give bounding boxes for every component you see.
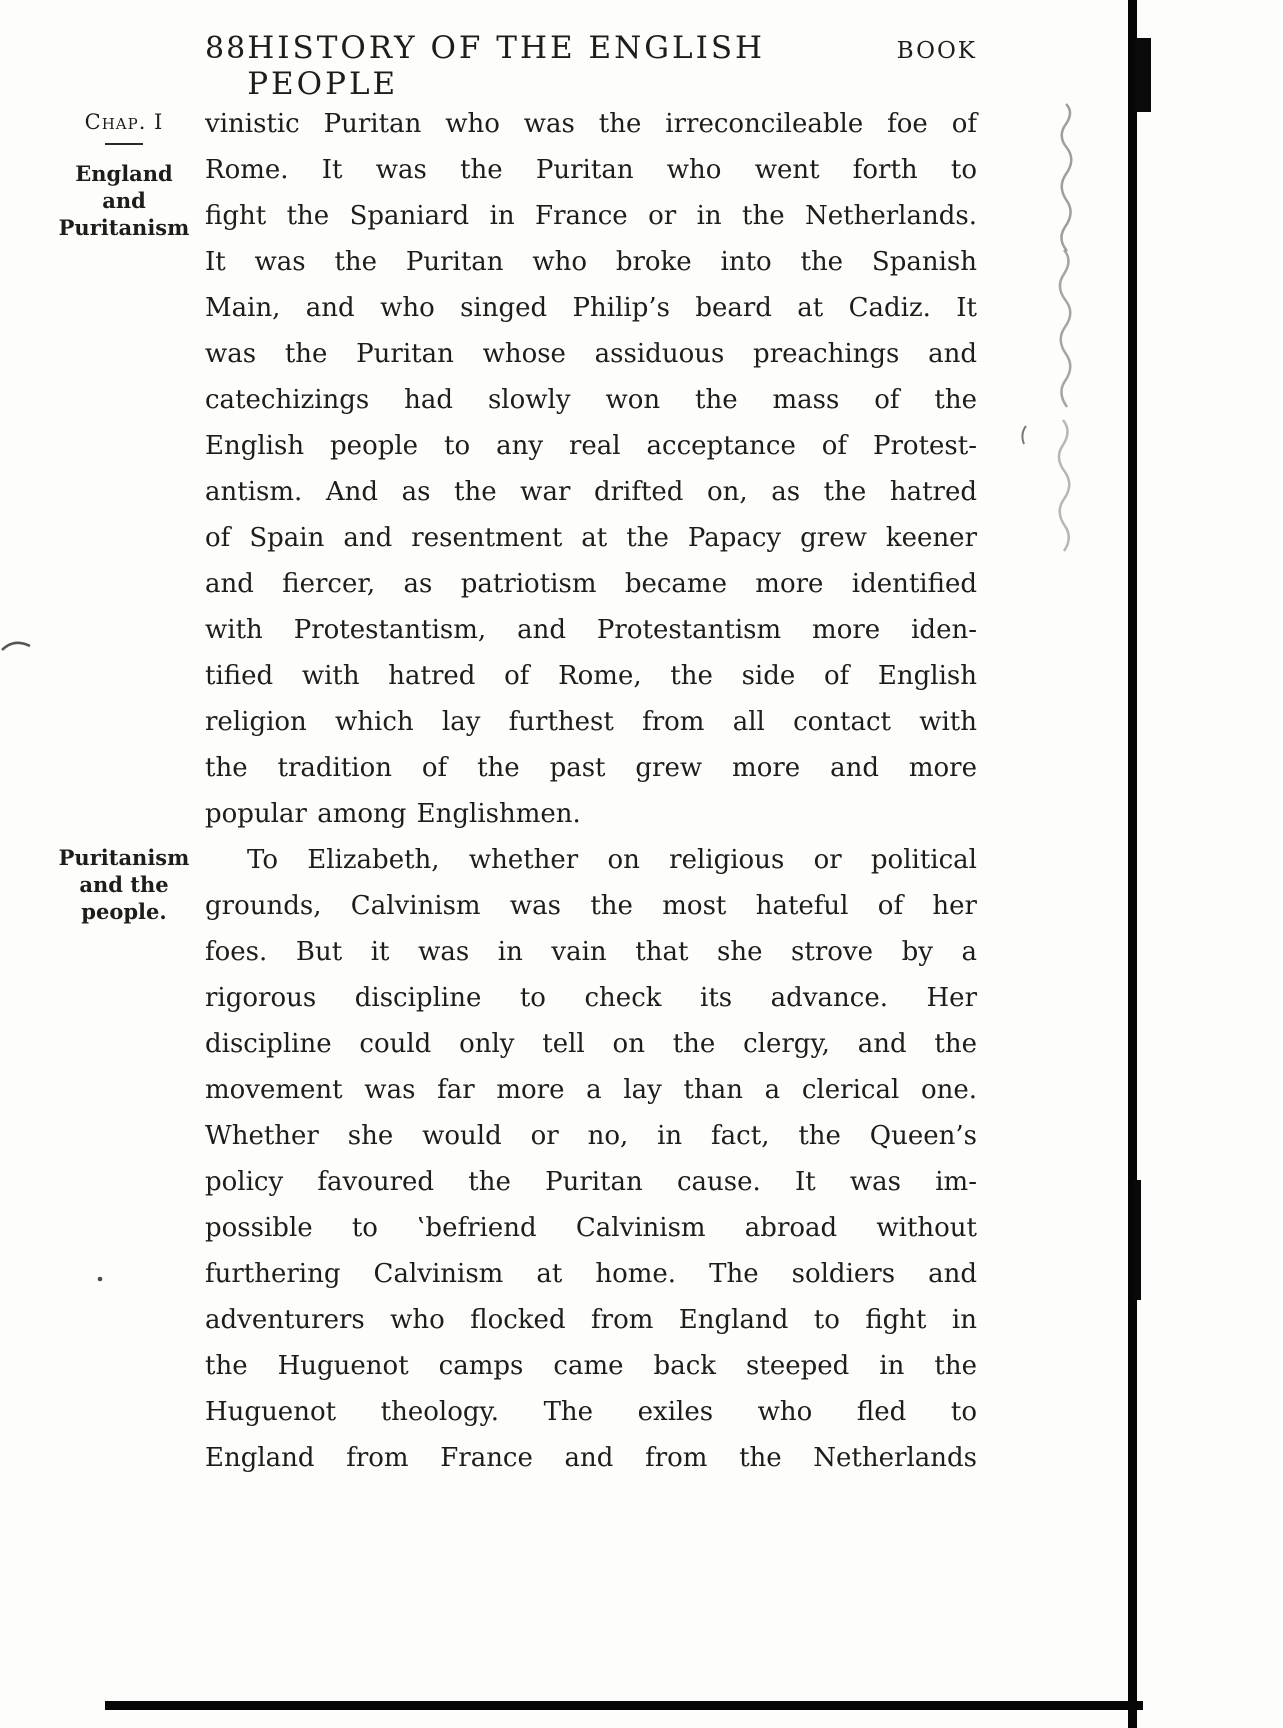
pencil-squiggle-artifact bbox=[1060, 250, 1070, 407]
text-line: movement was far more a lay than a clerical one. bbox=[205, 1075, 977, 1105]
text-line: with Protestantism, and Protestantism more iden- bbox=[205, 615, 977, 645]
binding-blob-artifact bbox=[1134, 1180, 1141, 1300]
text-line: Whether she would or no, in fact, the Queen’s bbox=[205, 1121, 977, 1151]
text-line: the tradition of the past grew more and more bbox=[205, 753, 977, 783]
text-line: popular among Englishmen. bbox=[205, 799, 581, 829]
book-label: BOOK bbox=[896, 38, 977, 64]
text-line: grounds, Calvinism was the most hateful of her bbox=[205, 891, 977, 921]
margin-note-chapter bbox=[48, 110, 200, 145]
margin-note-line: people. bbox=[81, 899, 167, 924]
running-head bbox=[205, 30, 977, 102]
running-title: HISTORY OF THE ENGLISH PEOPLE bbox=[247, 30, 766, 102]
text-line: religion which lay furthest from all contact with bbox=[205, 707, 977, 737]
text-line: of Spain and resentment at the Papacy grew keener bbox=[205, 523, 977, 553]
text-line: the Huguenot camps came back steeped in the bbox=[205, 1351, 977, 1381]
text-line: Huguenot theology. The exiles who fled to bbox=[205, 1397, 977, 1427]
paragraph-2 bbox=[205, 837, 977, 1481]
text-line: vinistic Puritan who was the irreconcileable foe of bbox=[205, 109, 977, 139]
margin-note-line: England bbox=[75, 161, 173, 186]
body-text bbox=[205, 101, 977, 1481]
text-line: English people to any real acceptance of Protest- bbox=[205, 431, 977, 461]
margin-note-puritanism-and-people bbox=[48, 844, 200, 925]
margin-note-england-and-puritanism bbox=[48, 160, 200, 241]
pencil-squiggle-artifact bbox=[1059, 420, 1069, 551]
text-line: antism. And as the war drifted on, as the hatred bbox=[205, 477, 977, 507]
stray-dot-artifact bbox=[98, 1277, 103, 1282]
binding-bar-artifact bbox=[1128, 0, 1137, 1728]
chapter-rule bbox=[105, 143, 143, 145]
paragraph-1 bbox=[205, 101, 977, 837]
text-line: Rome. It was the Puritan who went forth to bbox=[205, 155, 977, 185]
stray-mark-artifact bbox=[2, 643, 30, 650]
binding-blob-artifact bbox=[1135, 38, 1151, 112]
margin-note-line: Puritanism bbox=[58, 845, 190, 870]
stray-mark-artifact bbox=[1022, 426, 1026, 444]
text-line: and fiercer, as patriotism became more identified bbox=[205, 569, 977, 599]
text-line: England from France and from the Netherlands bbox=[205, 1443, 977, 1473]
margin-note-line: Puritanism bbox=[58, 215, 190, 240]
pencil-squiggle-artifact bbox=[1061, 104, 1071, 251]
bottom-edge-artifact bbox=[105, 1701, 1143, 1710]
text-line: possible to ‛befriend Calvinism abroad without bbox=[205, 1213, 977, 1243]
text-line: discipline could only tell on the clergy, and the bbox=[205, 1029, 977, 1059]
text-line: policy favoured the Puritan cause. It was im- bbox=[205, 1167, 977, 1197]
text-line: catechizings had slowly won the mass of the bbox=[205, 385, 977, 415]
chapter-label: Chap. I bbox=[84, 110, 164, 134]
margin-note-line: and bbox=[102, 188, 146, 213]
text-line: To Elizabeth, whether on religious or political bbox=[247, 845, 977, 875]
text-line: furthering Calvinism at home. The soldiers and bbox=[205, 1259, 977, 1289]
text-line: fight the Spaniard in France or in the Netherlands. bbox=[205, 201, 977, 231]
text-line: It was the Puritan who broke into the Spanish bbox=[205, 247, 977, 277]
text-line: was the Puritan whose assiduous preachings and bbox=[205, 339, 977, 369]
text-line: foes. But it was in vain that she strove by a bbox=[205, 937, 977, 967]
text-line: tified with hatred of Rome, the side of English bbox=[205, 661, 977, 691]
text-line: adventurers who flocked from England to fight in bbox=[205, 1305, 977, 1335]
page-number: 88 bbox=[205, 31, 248, 66]
text-line: rigorous discipline to check its advance. Her bbox=[205, 983, 977, 1013]
margin-note-line: and the bbox=[79, 872, 169, 897]
text-line: Main, and who singed Philip’s beard at Cadiz. It bbox=[205, 293, 977, 323]
